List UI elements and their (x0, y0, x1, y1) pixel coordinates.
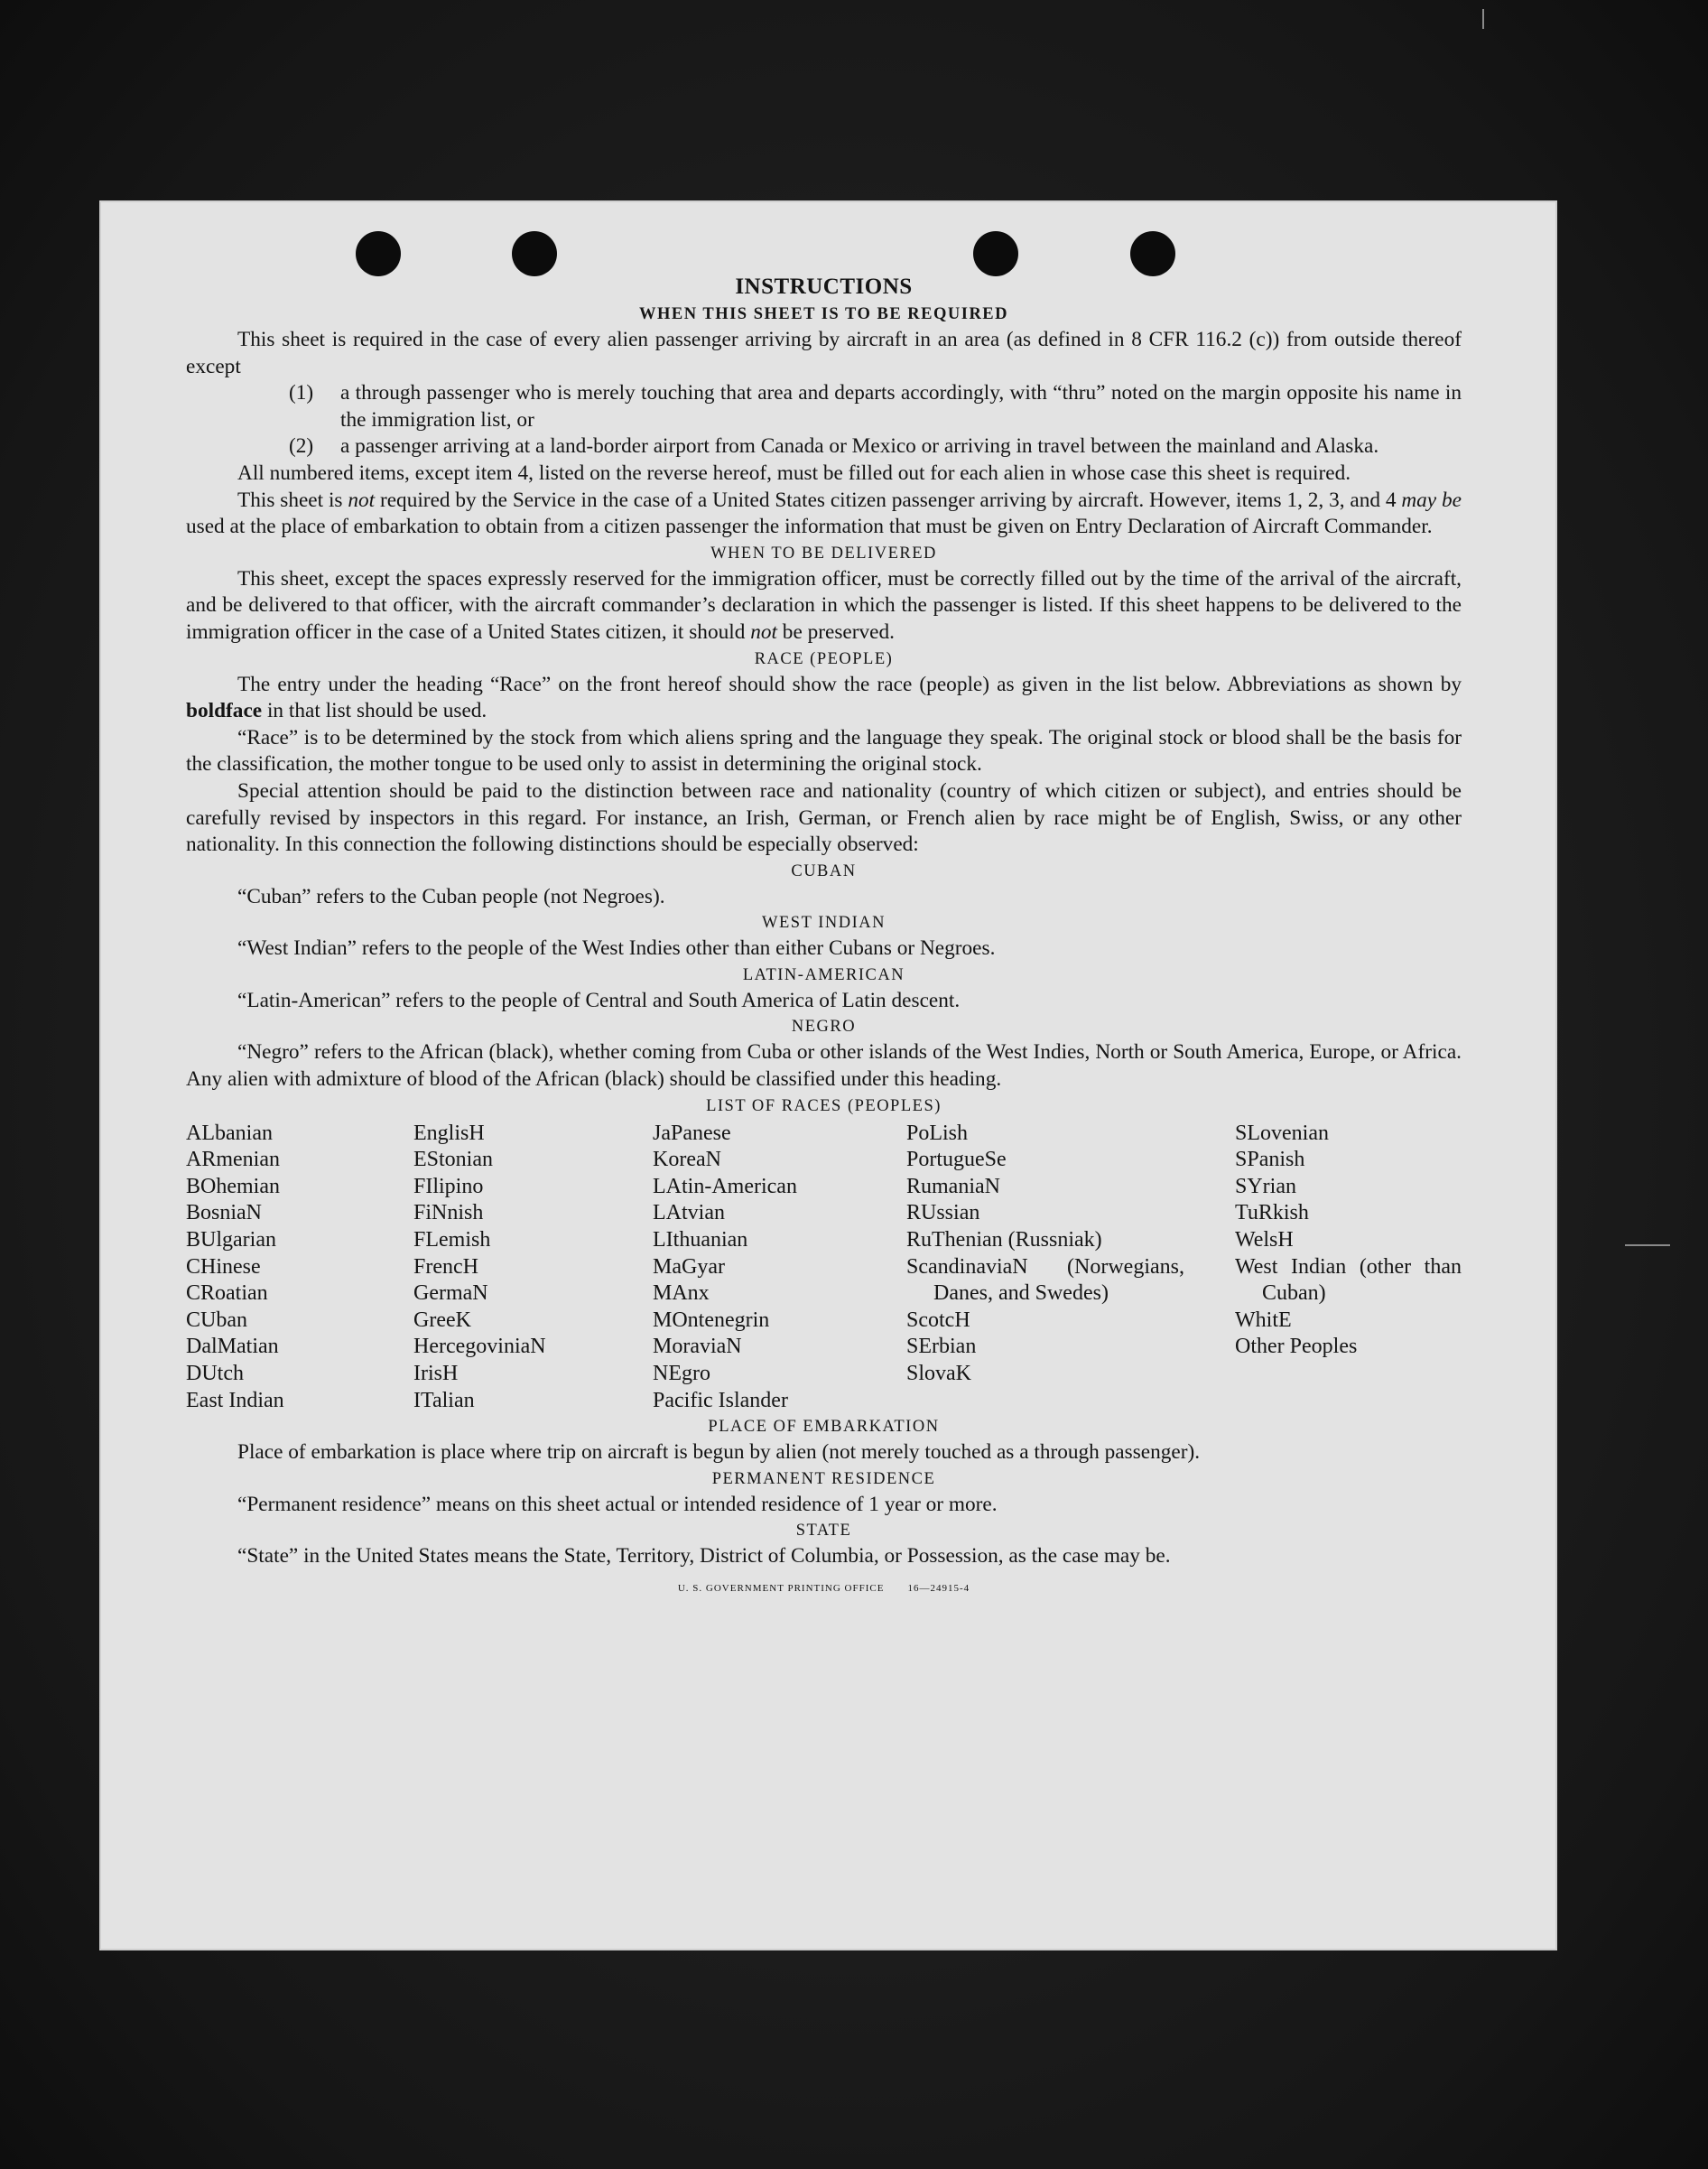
document-content (186, 273, 1462, 1603)
race-item: MAnx (653, 1281, 710, 1306)
race-item: CUban (186, 1308, 247, 1332)
race-item: BOhemian (186, 1174, 280, 1198)
race-item: ITalian (413, 1388, 475, 1412)
race-item: IrisH (413, 1362, 459, 1385)
section-heading-when-required: WHEN THIS SHEET IS TO BE REQUIRED (638, 305, 1009, 323)
race-item: GreeK (413, 1308, 471, 1332)
race-item: LAtvian (653, 1201, 725, 1225)
race-item: Other Peoples (1235, 1335, 1358, 1359)
race-item: FrencH (413, 1254, 478, 1279)
punch-hole (356, 231, 401, 276)
race-item: PoLish (906, 1121, 969, 1145)
scan-edge-mark (1625, 1244, 1670, 1246)
paragraph-latin-american: “Latin-American” refers to the people of Central and South America of Latin descent. (237, 988, 961, 1012)
race-item: East Indian (186, 1388, 284, 1412)
race-item: RUssian (906, 1201, 980, 1225)
race-item: BUlgarian (186, 1228, 276, 1252)
section-heading-west-indian: WEST INDIAN (762, 914, 886, 933)
section-heading-list-of-races: LIST OF RACES (PEOPLES) (706, 1096, 942, 1115)
form-code: 16—24915-4 (907, 1582, 970, 1594)
paragraph-numbered-items: All numbered items, except item 4, listed on the reverse hereof, must be filled out for each alien in whose case this sheet is required. (237, 461, 1351, 485)
race-item: SYrian (1235, 1174, 1296, 1198)
race-item: CHinese (186, 1254, 261, 1279)
race-item: PortugueSe (906, 1148, 1007, 1172)
race-item: ARmenian (186, 1148, 280, 1172)
race-item: ScandinaviaN (Norwegians, Danes, and Swedes) (906, 1254, 1184, 1306)
race-item: TuRkish (1235, 1201, 1309, 1225)
race-item: Pacific Islander (653, 1388, 788, 1412)
paragraph-race-nationality: Special attention should be paid to the distinction between race and nationality (country of which citizen or subject), and entries should be carefully revised by inspectors in this regard. For instance, an Irish, German, or French alien by race might be of English, Swiss, or any other nationality. In this connection the following distinctions should be especially observed: (186, 778, 1462, 857)
document-page (99, 200, 1557, 1950)
race-item: FiNnish (413, 1201, 484, 1225)
race-item: SLovenian (1235, 1121, 1329, 1145)
paragraph-race-entry: The entry under the heading “Race” on the front hereof should show the race (people) as given in the list below. Abbreviations as shown by boldface in that list should be used. (186, 672, 1462, 723)
race-list-column (653, 1121, 906, 1415)
race-item: SErbian (906, 1335, 977, 1359)
race-item: BosniaN (186, 1201, 262, 1225)
race-item: ScotcH (906, 1308, 970, 1332)
race-item: LAtin-American (653, 1174, 797, 1198)
paragraph-race-stock: “Race” is to be determined by the stock from which aliens spring and the language they speak. The original stock or blood shall be the basis for the classification, the mother tongue to be used only to assist in determining the original stock. (186, 725, 1462, 777)
paragraph-permanent-residence: “Permanent residence” means on this sheet actual or intended residence of 1 year or more. (237, 1492, 998, 1516)
paragraph-place-of-embarkation: Place of embarkation is place where trip on aircraft is begun by alien (not merely touched as a through passenger). (237, 1440, 1201, 1465)
exception-item: (2) a passenger arriving at a land-border airport from Canada or Mexico or arriving in travel between the mainland and Alaska. (289, 434, 1379, 459)
race-list-column (1235, 1121, 1462, 1415)
race-item: EStonian (413, 1148, 493, 1172)
race-list-column (186, 1121, 413, 1415)
paragraph-west-indian: “West Indian” refers to the people of the West Indies other than either Cubans or Negroes. (237, 936, 996, 961)
race-item: WhitE (1235, 1308, 1292, 1332)
section-heading-cuban: CUBAN (791, 861, 857, 880)
paragraph-cuban: “Cuban” refers to the Cuban people (not Negroes). (237, 884, 665, 908)
race-item: GermaN (413, 1281, 488, 1306)
race-item: MoraviaN (653, 1335, 742, 1359)
race-item: RuThenian (Russniak) (906, 1228, 1102, 1252)
race-item: ALbanian (186, 1121, 273, 1145)
race-item: FLemish (413, 1228, 491, 1252)
exception-item: (1) a through passenger who is merely touching that area and departs accordingly, with “thru” noted on the margin opposite his name in the immigration list, or (289, 381, 1462, 432)
race-item: KoreaN (653, 1148, 721, 1172)
printer-name: U. S. GOVERNMENT PRINTING OFFICE (677, 1582, 885, 1594)
page-title: INSTRUCTIONS (735, 275, 913, 299)
punch-hole (512, 231, 557, 276)
race-item: SPanish (1235, 1148, 1305, 1172)
paragraph-state: “State” in the United States means the State, Territory, District of Columbia, or Possession, as the case may be. (237, 1544, 1171, 1569)
printer-footer (186, 1576, 1462, 1603)
race-item: LIthuanian (653, 1228, 748, 1252)
race-item: NEgro (653, 1362, 710, 1385)
section-heading-negro: NEGRO (791, 1018, 857, 1037)
race-item: DUtch (186, 1362, 244, 1385)
race-item: RumaniaN (906, 1174, 1000, 1198)
race-item: HercegoviniaN (413, 1335, 546, 1359)
punch-hole (1130, 231, 1175, 276)
race-item: EnglisH (413, 1121, 485, 1145)
race-item: WelsH (1235, 1228, 1294, 1252)
race-item: DalMatian (186, 1335, 279, 1359)
race-item: FIlipino (413, 1174, 484, 1198)
paragraph-negro: “Negro” refers to the African (black), whether coming from Cuba or other islands of the West Indies, North or South America, Europe, or Africa. Any alien with admixture of blood of the African (black) should be classified under this heading. (186, 1040, 1462, 1092)
race-item: CRoatian (186, 1281, 268, 1306)
race-list-column (906, 1121, 1235, 1415)
race-item: SlovaK (906, 1362, 971, 1385)
paragraph-required-intro: This sheet is required in the case of every alien passenger arriving by aircraft in an area (as defined in 8 CFR 116.2 (c)) from outside thereof except (186, 328, 1462, 378)
race-item: MaGyar (653, 1254, 725, 1279)
paragraph-delivery: This sheet, except the spaces expressly reserved for the immigration officer, must be correctly filled out by the time of the arrival of the aircraft, and be delivered to that officer, with the aircraft commander’s declaration in which the passenger is listed. If this sheet happens to be delivered to the immigration officer in the case of a United States citizen, it should not be preserved. (186, 566, 1462, 644)
section-heading-place-of-embarkation: PLACE OF EMBARKATION (708, 1418, 940, 1437)
paragraph-citizen-passenger: This sheet is not required by the Service in the case of a United States citizen passenger arriving by aircraft. However, items 1, 2, 3, and 4 may be used at the place of embarkation to obtain from a citizen passenger the information that must be given on Entry Declaration of Aircraft Commander. (186, 488, 1462, 539)
section-heading-state: STATE (795, 1522, 852, 1541)
section-heading-when-delivered: WHEN TO BE DELIVERED (710, 544, 937, 563)
section-heading-race: RACE (PEOPLE) (754, 649, 894, 668)
race-list-column (413, 1121, 653, 1415)
race-item: West Indian (other than Cuban) (1235, 1254, 1462, 1306)
race-list (186, 1121, 1462, 1415)
punch-hole (973, 231, 1018, 276)
scan-edge-mark (1482, 9, 1484, 29)
race-item: MOntenegrin (653, 1308, 770, 1332)
race-item: JaPanese (653, 1121, 731, 1145)
section-heading-latin-american: LATIN-AMERICAN (742, 965, 905, 984)
section-heading-permanent-residence: PERMANENT RESIDENCE (711, 1469, 936, 1488)
